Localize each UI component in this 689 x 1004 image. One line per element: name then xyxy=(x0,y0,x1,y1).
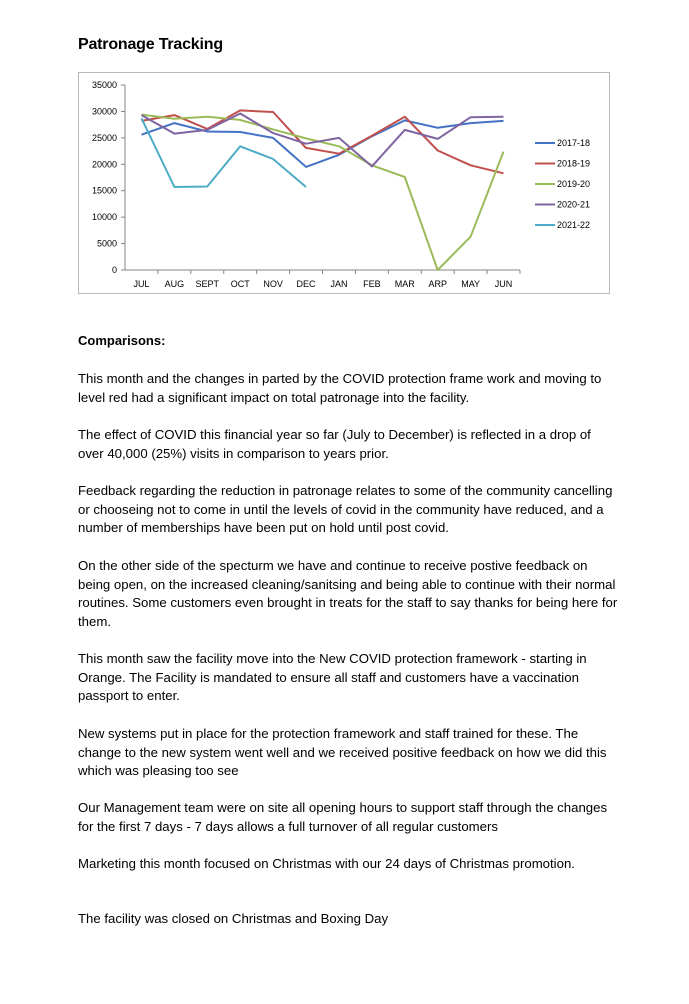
series-line-2017-18 xyxy=(142,120,504,166)
x-tick-label: JAN xyxy=(330,279,348,289)
x-tick-label: ARP xyxy=(428,279,447,289)
x-tick-label: JUN xyxy=(494,279,513,289)
y-tick-label: 10000 xyxy=(91,212,117,223)
y-tick-label: 35000 xyxy=(91,80,117,90)
legend-label: 2019-20 xyxy=(557,179,591,189)
y-tick-label: 30000 xyxy=(91,106,117,117)
paragraph-3: Feedback regarding the reduction in patronage relates to some of the community cancelling or chooseing not to come in until the levels of covid in the community have reduced, and a number of memberships have been put on hold until post covid. xyxy=(78,483,613,535)
legend-label: 2017-18 xyxy=(557,138,591,148)
x-tick-label: JUL xyxy=(133,279,150,289)
legend-label: 2020-21 xyxy=(557,199,591,210)
x-tick-label: FEB xyxy=(363,279,381,289)
x-tick-label: MAY xyxy=(461,279,481,289)
x-tick-label: AUG xyxy=(164,279,185,289)
paragraph-1: This month and the changes in parted by the COVID protection frame work and moving to level red had a significant impact on total patronage into the facility. xyxy=(78,371,602,405)
paragraph-5: This month saw the facility move into the New COVID protection framework - starting in Orange. The Facility is mandated to ensure all staff and customers have a vaccination passport to enter. xyxy=(78,651,587,703)
x-tick-label: OCT xyxy=(230,279,250,289)
paragraph-4: On the other side of the specturm we have and continue to receive postive feedback on being open, on the increased cleaning/sanitsing and being able to continue with their normal routines. Some customers even brought in treats for the staff to say thanks for being here for them. xyxy=(78,558,618,629)
legend-label: 2018-19 xyxy=(557,158,591,169)
patronage-line-chart xyxy=(79,73,609,293)
y-tick-label: 0 xyxy=(111,265,117,275)
comparisons-heading: Comparisons: xyxy=(78,333,166,348)
page-title: Patronage Tracking xyxy=(78,36,223,53)
series-line-2020-21 xyxy=(142,114,504,167)
paragraph-2: The effect of COVID this financial year so far (July to December) is reflected in a drop of over 40,000 (25%) visits in comparison to years prior. xyxy=(78,427,591,461)
x-tick-label: SEPT xyxy=(195,279,220,289)
paragraph-7: Our Management team were on site all opening hours to support staff through the changes for the first 7 days - 7 days allows a full turnover of all regular customers xyxy=(78,800,608,834)
patronage-chart xyxy=(78,72,610,294)
x-tick-label: MAR xyxy=(394,279,415,289)
y-tick-label: 25000 xyxy=(91,132,117,143)
paragraph-8: Marketing this month focused on Christmas with our 24 days of Christmas promotion. xyxy=(78,856,575,871)
legend-label: 2021-22 xyxy=(557,220,591,230)
y-tick-label: 5000 xyxy=(96,238,117,249)
paragraph-9: The facility was closed on Christmas and Boxing Day xyxy=(78,911,389,926)
y-tick-label: 15000 xyxy=(91,185,117,196)
y-tick-label: 20000 xyxy=(91,159,117,170)
x-tick-label: NOV xyxy=(263,279,283,289)
paragraph-6: New systems put in place for the protection framework and staff trained for these. The change to the new system went well and we received positive feedback on how we did this which was pleasing too see xyxy=(78,726,607,778)
series-line-2019-20 xyxy=(142,115,504,270)
x-tick-label: DEC xyxy=(296,279,316,289)
